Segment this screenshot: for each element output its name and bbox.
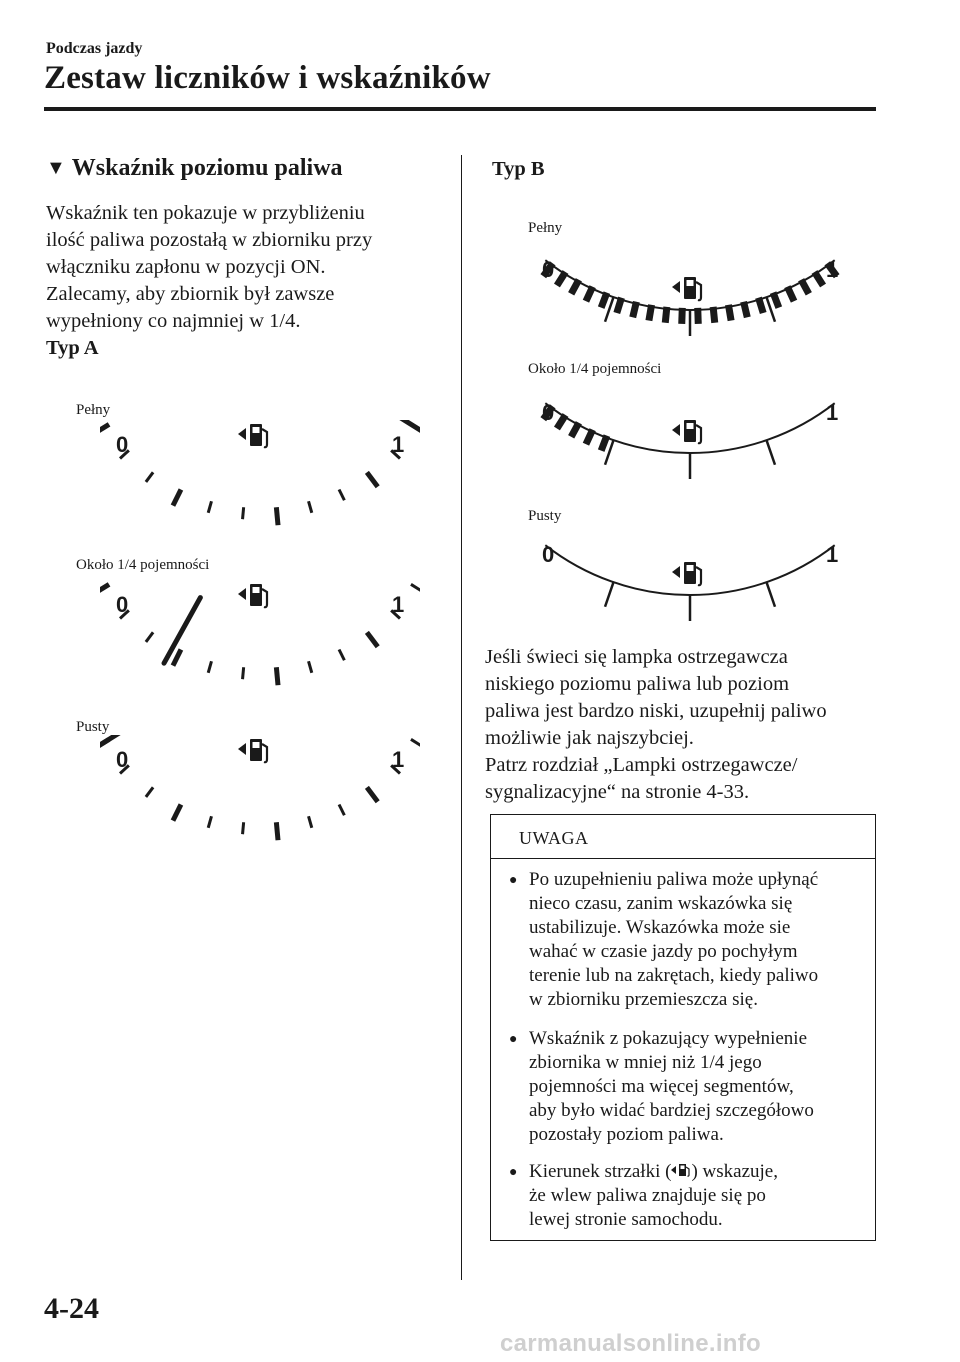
type-a-empty-label: Pusty <box>76 719 110 735</box>
gauge-segment <box>815 272 824 286</box>
gauge-needle <box>164 598 200 664</box>
warning-line: Jeśli świeci się lampka ostrzegawcza <box>485 646 788 668</box>
note-line: pozostały poziom paliwa. <box>529 1124 724 1145</box>
fuel-pump-icon <box>672 562 701 585</box>
note-line: Po uzupełnieniu paliwa może upłynąć <box>529 869 819 890</box>
gauge-tick <box>173 489 181 505</box>
type-a-quarter-label: Około 1/4 pojemności <box>76 557 210 573</box>
gauge-segment <box>801 280 809 294</box>
gauge-tick <box>100 424 109 434</box>
gauge-tick <box>173 804 181 820</box>
gauge-segment <box>601 293 607 308</box>
type-b-heading: Typ B <box>492 158 545 180</box>
gauge-segment <box>557 272 566 286</box>
gauge-tick <box>367 632 378 646</box>
triangle-down-icon: ▼ <box>46 157 66 179</box>
type-a-heading: Typ A <box>46 337 99 359</box>
scale-min-label: 0 <box>542 400 555 425</box>
gauge-tick <box>276 507 278 525</box>
gauge-tick <box>208 661 211 673</box>
scale-min-label: 0 <box>116 592 129 617</box>
note-line: Wskaźnik z pokazujący wypełnienie <box>529 1028 808 1049</box>
gauge-segment <box>633 302 637 318</box>
type-b-quarter-label: Około 1/4 pojemności <box>528 361 662 377</box>
page-number: 4-24 <box>44 1292 99 1325</box>
bullet-icon: ● <box>509 1165 518 1180</box>
note-line: terenie lub na zakrętach, kiedy paliwo <box>529 965 819 986</box>
gauge-tick <box>208 501 211 513</box>
fuel-pump-icon <box>238 739 267 762</box>
note-rule <box>491 858 875 859</box>
gauge-segment <box>586 430 593 445</box>
fuel-pump-icon <box>238 584 267 607</box>
page-title: Zestaw liczników i wskaźników <box>44 60 491 96</box>
note-item <box>509 1027 869 1147</box>
scale-min-label: 0 <box>116 747 129 772</box>
bullet-icon: ● <box>509 873 518 888</box>
note-line: że wlew paliwa znajduje się po <box>529 1185 766 1206</box>
gauge-tick <box>309 501 312 513</box>
gauge-segment <box>713 307 715 323</box>
intro-line: Wskaźnik ten pokazuje w przybliżeniu <box>46 202 365 224</box>
gauge-tick <box>243 507 244 519</box>
note-text: Kierunek strzałki ( <box>529 1161 672 1182</box>
type-a-gauge-quarter <box>100 580 420 690</box>
gauge-segment <box>649 305 652 321</box>
gauge-segment <box>586 287 593 302</box>
gauge-tick <box>243 822 244 834</box>
gauge-segment <box>744 302 748 318</box>
gauge-segment <box>601 436 607 451</box>
fuel-pump-icon <box>672 277 701 300</box>
type-b-gauge-empty <box>530 530 850 630</box>
scale-min-label: 0 <box>542 542 555 567</box>
gauge-major-tick <box>605 582 613 607</box>
gauge-tick <box>309 661 312 673</box>
warning-line: paliwa jest bardzo niski, uzupełnij paliwo <box>485 700 827 722</box>
note-line: aby było widać bardziej szczegółowo <box>529 1100 814 1121</box>
note-line: lewej stronie samochodu. <box>529 1209 723 1230</box>
note-line: nieco czasu, zanim wskazówka się <box>529 893 793 914</box>
gauge-segment <box>698 308 699 324</box>
gauge-tick <box>411 584 420 590</box>
type-b-empty-label: Pusty <box>528 508 562 524</box>
intro-line: włączniku zapłonu w pozycji ON. <box>46 256 326 278</box>
intro-line: ilość paliwa pozostałą w zbiorniku przy <box>46 229 373 251</box>
gauge-segment <box>557 415 566 429</box>
scale-min-label: 0 <box>542 257 555 282</box>
note-line <box>529 1160 778 1184</box>
gauge-tick <box>146 632 153 642</box>
fuel-pump-icon <box>238 424 267 447</box>
scale-max-label: 1 <box>392 747 405 772</box>
gauge-tick <box>367 787 378 801</box>
column-divider <box>461 155 462 1280</box>
type-a-gauge-empty <box>100 735 420 845</box>
note-item <box>509 868 869 1012</box>
type-b-full-label: Pełny <box>528 220 563 236</box>
gauge-major-tick <box>767 582 775 607</box>
warning-line: możliwie jak najszybciej. <box>485 727 694 749</box>
gauge-tick <box>411 739 420 745</box>
type-a-gauge-full <box>100 420 420 530</box>
intro-line: wypełniony co najmniej w 1/4. <box>46 310 301 332</box>
fuel-pump-icon <box>672 420 701 443</box>
warning-paragraph <box>485 644 885 806</box>
gauge-segment <box>759 298 764 313</box>
note-title: UWAGA <box>519 828 589 848</box>
gauge-segment <box>682 308 683 324</box>
section-heading-text: Wskaźnik poziomu paliwa <box>71 155 343 181</box>
type-b-gauge-quarter <box>530 388 850 488</box>
intro-paragraph <box>46 200 451 362</box>
gauge-tick <box>243 667 244 679</box>
gauge-segment <box>787 287 794 302</box>
gauge-segment <box>773 293 779 308</box>
warning-line: Patrz rozdział „Lampki ostrzegawcze/ <box>485 754 798 776</box>
scale-max-label: 1 <box>826 257 839 282</box>
gauge-segment <box>571 423 579 437</box>
gauge-tick <box>367 472 378 486</box>
note-line: zbiornika w mniej niż 1/4 jego <box>529 1052 762 1073</box>
gauge-tick <box>339 489 344 500</box>
title-rule <box>44 107 876 111</box>
gauge-major-tick <box>767 440 775 465</box>
gauge-tick <box>173 649 181 665</box>
intro-line: Zalecamy, aby zbiornik był zawsze <box>46 283 335 305</box>
type-a-full-label: Pełny <box>76 402 111 418</box>
warning-line: niskiego poziomu paliwa lub poziom <box>485 673 790 695</box>
gauge-tick <box>276 822 278 840</box>
note-line: pojemności ma więcej segmentów, <box>529 1076 794 1097</box>
note-line: ustabilizuje. Wskazówka może sie <box>529 917 791 938</box>
gauge-tick <box>100 584 109 594</box>
type-b-gauge-full <box>530 245 850 345</box>
warning-line: sygnalizacyjne“ na stronie 4-33. <box>485 781 750 803</box>
gauge-tick <box>309 816 312 828</box>
gauge-segment <box>571 280 579 294</box>
note-text: ) wskazuje, <box>691 1161 778 1182</box>
note-line: wahać w czasie jazdy po pochyłym <box>529 941 798 962</box>
scale-min-label: 0 <box>116 432 129 457</box>
gauge-tick <box>339 804 344 815</box>
scale-max-label: 1 <box>392 592 405 617</box>
watermark: carmanualsonline.info <box>500 1330 762 1357</box>
note-box <box>490 814 876 1241</box>
gauge-tick <box>276 667 278 685</box>
gauge-tick <box>339 649 344 660</box>
scale-max-label: 1 <box>392 432 405 457</box>
note-line: w zbiorniku przemieszcza się. <box>529 989 758 1010</box>
section-label: Podczas jazdy <box>46 40 143 57</box>
gauge-tick <box>146 787 153 797</box>
fuel-pump-icon <box>671 1161 691 1179</box>
scale-max-label: 1 <box>826 542 839 567</box>
gauge-segment <box>728 305 731 321</box>
scale-max-label: 1 <box>826 400 839 425</box>
gauge-tick <box>208 816 211 828</box>
section-heading <box>46 155 343 182</box>
gauge-segment <box>665 307 667 323</box>
note-item <box>509 1160 869 1232</box>
bullet-icon: ● <box>509 1032 518 1047</box>
gauge-tick <box>146 472 153 482</box>
gauge-segment <box>617 298 622 313</box>
